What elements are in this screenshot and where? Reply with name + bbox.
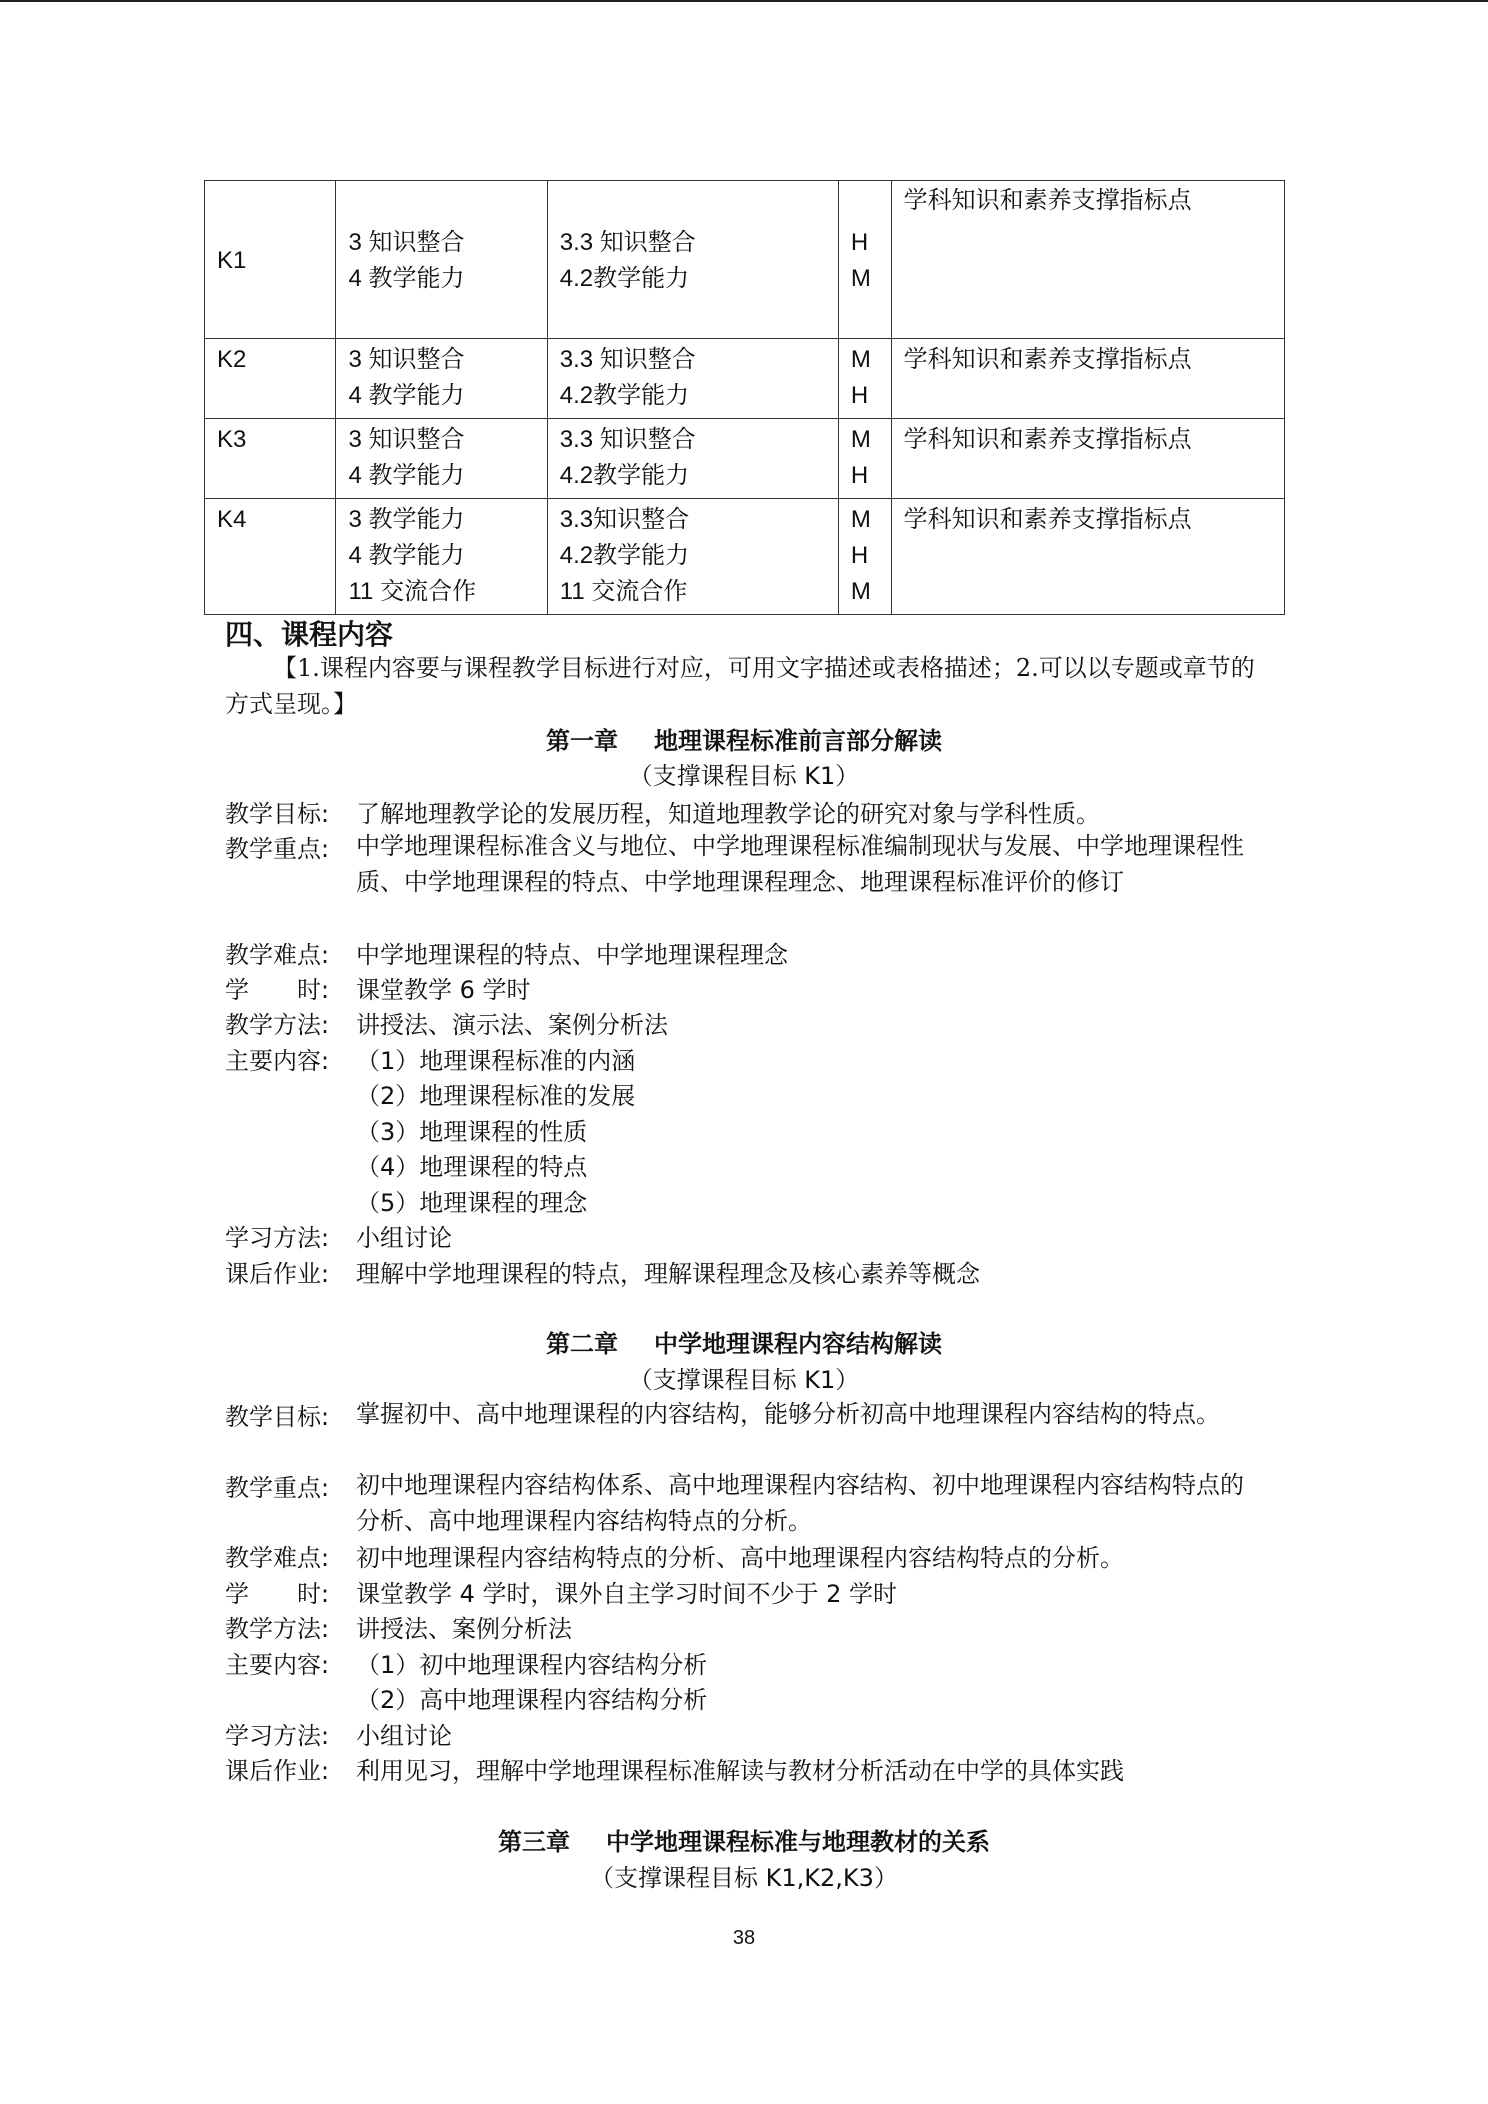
- chapter-hours: 课堂教学 4 学时，课外自主学习时间不少于 2 学时: [356, 1580, 898, 1608]
- label-method: 教学方法:: [225, 1615, 330, 1643]
- table-row: [205, 339, 1285, 419]
- label-difficulty: 教学难点:: [225, 1544, 330, 1572]
- table-row: [205, 419, 1285, 499]
- chapter-title: [0, 1822, 1488, 1857]
- note-cell: 学科知识和素养支撑指标点: [891, 339, 1284, 419]
- chapter-goal: 了解地理教学论的发展历程，知道地理教学论的研究对象与学科性质。: [356, 800, 1100, 828]
- note-cell: 学科知识和素养支撑指标点: [891, 181, 1284, 339]
- chapter-name: 地理课程标准前言部分解读: [654, 727, 942, 755]
- indicator-cell: 3.3知识整合 4.2教学能力 11 交流合作: [547, 499, 838, 615]
- label-study: 学习方法:: [225, 1722, 330, 1750]
- objectives-table: [204, 180, 1285, 615]
- strength-cell: M H: [838, 419, 891, 499]
- chapter-study: 小组讨论: [356, 1224, 452, 1252]
- objective-cell: K3: [205, 419, 336, 499]
- chapter-study: 小组讨论: [356, 1722, 452, 1750]
- chapter-homework: 理解中学地理课程的特点，理解课程理念及核心素养等概念: [356, 1260, 980, 1288]
- objective-cell: K2: [205, 339, 336, 419]
- indicator-cell: 3.3 知识整合 4.2教学能力: [547, 339, 838, 419]
- chapter-support: （支撑课程目标 K1）: [628, 1366, 860, 1394]
- label-homework: 课后作业:: [225, 1260, 330, 1288]
- list-item: （1）初中地理课程内容结构分析: [356, 1651, 708, 1679]
- label-hours: 学 时:: [225, 1580, 330, 1608]
- chapter-method: 讲授法、案例分析法: [356, 1615, 572, 1643]
- label-content: 主要内容:: [225, 1047, 330, 1075]
- list-item: （5）地理课程的理念: [356, 1189, 588, 1217]
- label-goal: 教学目标:: [225, 1403, 330, 1431]
- page-number: 38: [732, 1927, 756, 1949]
- indicator-cell: 3.3 知识整合 4.2教学能力: [547, 419, 838, 499]
- note-cell: 学科知识和素养支撑指标点: [891, 499, 1284, 615]
- list-item: （2）高中地理课程内容结构分析: [356, 1686, 708, 1714]
- list-item: （1）地理课程标准的内涵: [356, 1047, 636, 1075]
- list-item: （4）地理课程的特点: [356, 1153, 588, 1181]
- chapter-difficulty: 初中地理课程内容结构特点的分析、高中地理课程内容结构特点的分析。: [356, 1544, 1124, 1572]
- requirement-cell: 3 知识整合 4 教学能力: [336, 181, 547, 339]
- table-row: [205, 181, 1285, 339]
- objective-cell: K4: [205, 499, 336, 615]
- chapter-hours: 课堂教学 6 学时: [356, 976, 531, 1004]
- list-item: （2）地理课程标准的发展: [356, 1082, 636, 1110]
- requirement-cell: 3 知识整合 4 教学能力: [336, 339, 547, 419]
- label-key: 教学重点:: [225, 1474, 330, 1502]
- chapter-method: 讲授法、演示法、案例分析法: [356, 1011, 668, 1039]
- chapter-difficulty: 中学地理课程的特点、中学地理课程理念: [356, 941, 788, 969]
- list-item: （3）地理课程的性质: [356, 1118, 588, 1146]
- label-difficulty: 教学难点:: [225, 941, 330, 969]
- chapter-number: 第二章: [546, 1330, 618, 1358]
- chapter-title: [0, 721, 1488, 756]
- table-row: [205, 499, 1285, 615]
- chapter-homework: 利用见习，理解中学地理课程标准解读与教材分析活动在中学的具体实践: [356, 1757, 1124, 1785]
- section-title: 四、课程内容: [225, 618, 394, 651]
- label-content: 主要内容:: [225, 1651, 330, 1679]
- label-key: 教学重点:: [225, 835, 330, 863]
- chapter-name: 中学地理课程内容结构解读: [654, 1330, 942, 1358]
- objective-cell: K1: [205, 181, 336, 339]
- top-border-line: [0, 0, 1488, 2]
- label-method: 教学方法:: [225, 1011, 330, 1039]
- note-cell: 学科知识和素养支撑指标点: [891, 419, 1284, 499]
- strength-cell: M H M: [838, 499, 891, 615]
- requirement-cell: 3 教学能力 4 教学能力 11 交流合作: [336, 499, 547, 615]
- chapter-number: 第一章: [546, 727, 618, 755]
- chapter-name: 中学地理课程标准与地理教材的关系: [606, 1828, 990, 1856]
- chapter-key: 中学地理课程标准含义与地位、中学地理课程标准编制现状与发展、中学地理课程性质、中学地理课程的特点、中学地理课程理念、地理课程标准评价的修订: [356, 832, 1244, 896]
- section-note: 【1.课程内容要与课程教学目标进行对应，可用文字描述或表格描述；2.可以以专题或章节的方式呈现。】: [225, 654, 1255, 718]
- label-goal: 教学目标:: [225, 800, 330, 828]
- chapter-title: [0, 1324, 1488, 1359]
- chapter-goal: 掌握初中、高中地理课程的内容结构，能够分析初高中地理课程内容结构的特点。: [356, 1400, 1220, 1428]
- chapter-number: 第三章: [498, 1828, 570, 1856]
- label-homework: 课后作业:: [225, 1757, 330, 1785]
- strength-cell: H M: [838, 181, 891, 339]
- chapter-support: （支撑课程目标 K1,K2,K3）: [590, 1864, 898, 1892]
- label-study: 学习方法:: [225, 1224, 330, 1252]
- label-hours: 学 时:: [225, 976, 330, 1004]
- indicator-cell: 3.3 知识整合 4.2教学能力: [547, 181, 838, 339]
- chapter-support: （支撑课程目标 K1）: [628, 762, 860, 790]
- requirement-cell: 3 知识整合 4 教学能力: [336, 419, 547, 499]
- strength-cell: M H: [838, 339, 891, 419]
- chapter-key: 初中地理课程内容结构体系、高中地理课程内容结构、初中地理课程内容结构特点的分析、高中地理课程内容结构特点的分析。: [356, 1471, 1244, 1535]
